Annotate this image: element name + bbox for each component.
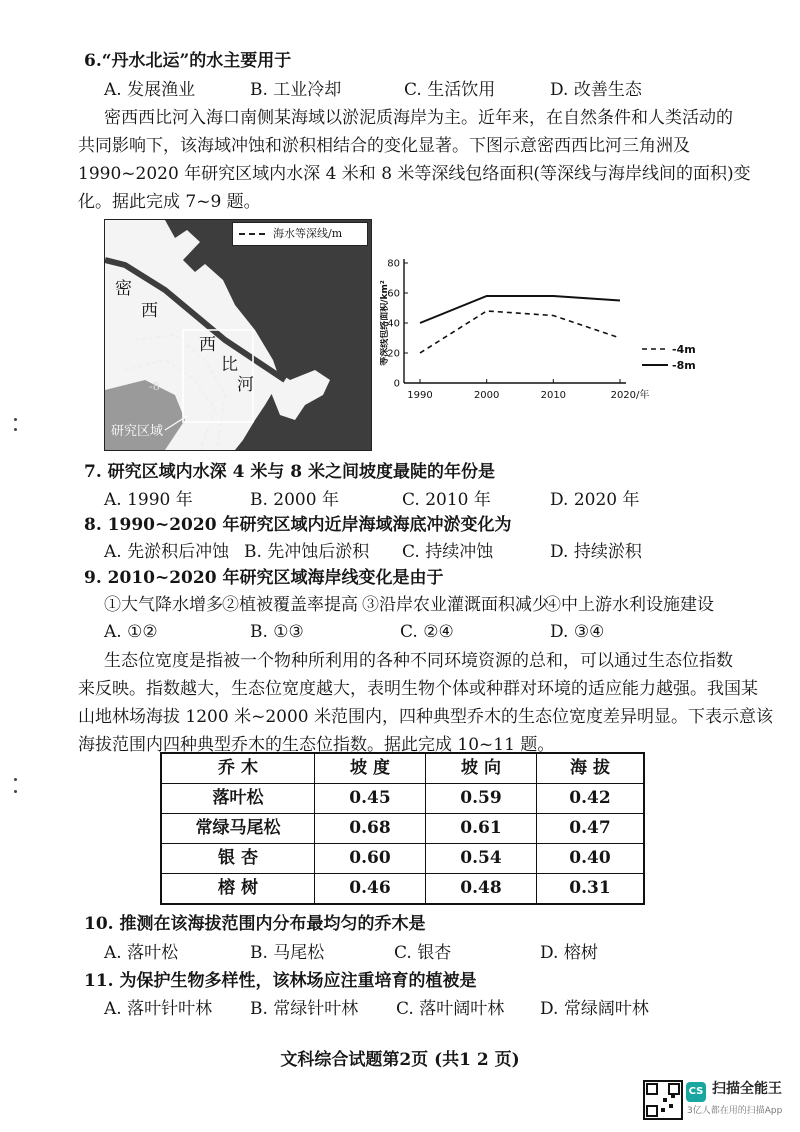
scanner-app-name: 扫描全能王 [712, 1081, 782, 1097]
table-cell: 0.42 [537, 784, 645, 814]
edge-mark [14, 778, 17, 781]
map-legend [232, 222, 368, 246]
question-10-stem: 10. 推测在该海拔范围内分布最均匀的乔木是 [84, 914, 426, 934]
passage-line: 密西西比河入海口南侧某海域以淤泥质海岸为主。近年来，在自然条件和人类活动的 [104, 108, 733, 128]
table-cell: 0.46 [315, 874, 426, 905]
option-c: C. 2010 年 [402, 490, 491, 510]
table-cell: 0.47 [537, 814, 645, 844]
table-row [161, 874, 644, 905]
option-b: B. 马尾松 [250, 943, 325, 963]
qr-dot [671, 1094, 675, 1098]
niche-index-table [160, 752, 645, 905]
option-d: D. 2020 年 [550, 490, 640, 510]
option-a: A. 落叶针叶林 [104, 999, 213, 1019]
y-tick-label: 20 [387, 348, 400, 360]
option-c: C. 生活饮用 [404, 80, 496, 100]
isobath-area-chart [380, 255, 710, 415]
passage-line: 1990~2020 年研究区域内水深 4 米和 8 米等深线包络面积(等深线与海岸线间的面积)变 [78, 164, 751, 184]
table-row [161, 844, 644, 874]
option-c: C. 落叶阔叶林 [396, 999, 505, 1019]
contour-label: -8 [149, 380, 160, 393]
y-tick-label: 80 [387, 258, 400, 270]
x-tick-label: 2010 [540, 390, 567, 401]
question-9-stem: 9. 2010~2020 年研究区域海岸线变化是由于 [84, 568, 444, 588]
passage-delta [78, 104, 751, 216]
header-cell: 坡 向 [426, 753, 537, 784]
map-label-xi: 西 [141, 301, 158, 321]
legend-label: -8m [672, 359, 696, 372]
passage-niche [78, 647, 773, 759]
passage-line: 化。据此完成 7~9 题。 [78, 192, 261, 212]
table-row [161, 814, 644, 844]
y-axis-label: 等深线包络面积/km² [380, 280, 390, 366]
header-cell: 乔 木 [161, 753, 315, 784]
camscanner-logo-icon: CS [686, 1082, 706, 1102]
y-tick-label: 60 [387, 288, 400, 300]
table-cell: 0.60 [315, 844, 426, 874]
x-tick-label: 1990 [407, 390, 433, 401]
option-d: D. 常绿阔叶林 [540, 999, 649, 1019]
table-cell: 落叶松 [161, 784, 315, 814]
question-8-stem: 8. 1990~2020 年研究区域内近岸海域海底冲淤变化为 [84, 515, 512, 535]
scanner-tagline: 3亿人都在用的扫描App [687, 1106, 783, 1116]
option-d: D. 持续淤积 [550, 542, 642, 562]
option-d: D. 改善生态 [550, 80, 642, 100]
map-label-bi: 比 [221, 355, 238, 375]
legend-text: 海水等深线/m [273, 227, 343, 240]
table-cell: 0.31 [537, 874, 645, 905]
passage-line: 共同影响下，该海域冲蚀和淤积相结合的变化显著。下图示意密西西比河三角洲及 [78, 136, 690, 156]
table-cell: 银 杏 [161, 844, 315, 874]
legend-label: -4m [672, 343, 696, 356]
option-c: C. 银杏 [394, 943, 452, 963]
delta-map-drawing [105, 220, 371, 450]
study-area-label: 研究区域 [111, 424, 164, 439]
table-cell: 0.59 [426, 784, 537, 814]
header-cell: 坡 度 [315, 753, 426, 784]
edge-mark [14, 790, 17, 793]
series-line-minus-8m [420, 296, 620, 323]
option-b: B. ①③ [250, 622, 304, 642]
passage-line: 山地林场海拔 1200 米~2000 米范围内，四种典型乔木的生态位宽度差异明显。下表示意该 [78, 707, 773, 727]
option-d: D. ③④ [550, 622, 605, 642]
map-label-xi: 西 [199, 335, 216, 355]
passage-line: 来反映。指数越大，生态位宽度越大，表明生物个体或种群对环境的适应能力越强。我国某 [78, 679, 758, 699]
option-b: B. 先冲蚀后淤积 [244, 542, 370, 562]
option-a: A. 先淤积后冲蚀 [104, 542, 230, 562]
option-d: D. 榕树 [540, 943, 598, 963]
qr-corner [646, 1105, 658, 1117]
option-a: A. 1990 年 [104, 490, 193, 510]
passage-line: 海拔范围内四种典型乔木的生态位指数。据此完成 10~11 题。 [78, 735, 555, 755]
x-tick-label: 2020/年 [610, 390, 650, 401]
series-line-minus-4m [420, 311, 620, 353]
table-cell: 榕 树 [161, 874, 315, 905]
option-c: C. 持续冲蚀 [402, 542, 494, 562]
option-a: A. ①② [104, 622, 158, 642]
table-cell: 0.68 [315, 814, 426, 844]
statement-item: ③沿岸农业灌溉面积减少 [362, 595, 549, 615]
map-label-mi: 密 [115, 279, 132, 299]
qr-corner [646, 1083, 658, 1095]
table-cell: 0.48 [426, 874, 537, 905]
statement-item: ①大气降水增多 [104, 595, 223, 615]
table-cell: 0.61 [426, 814, 537, 844]
question-7-stem: 7. 研究区域内水深 4 米与 8 米之间坡度最陡的年份是 [84, 462, 495, 482]
table-cell: 0.54 [426, 844, 537, 874]
y-tick-label: 40 [387, 318, 400, 330]
table-row [161, 784, 644, 814]
qr-code-icon [643, 1080, 683, 1120]
header-cell: 海 拔 [537, 753, 645, 784]
table-header-row [161, 753, 644, 784]
table-cell: 常绿马尾松 [161, 814, 315, 844]
y-tick-label: 0 [393, 378, 400, 390]
question-11-stem: 11. 为保护生物多样性，该林场应注重培育的植被是 [84, 971, 477, 991]
edge-mark [14, 418, 17, 421]
option-b: B. 常绿针叶林 [250, 999, 359, 1019]
statement-item: ④中上游水利设施建设 [544, 595, 714, 615]
qr-dot [663, 1098, 667, 1102]
map-label-he: 河 [237, 375, 254, 395]
option-c: C. ②④ [400, 622, 454, 642]
legend-dash-symbol [239, 233, 265, 235]
statement-item: ②植被覆盖率提高 [222, 595, 358, 615]
option-a: A. 发展渔业 [104, 80, 196, 100]
edge-mark [14, 428, 17, 431]
qr-dot [669, 1104, 673, 1108]
table-cell: 0.40 [537, 844, 645, 874]
question-6-stem: 6.“丹水北运”的水主要用于 [84, 51, 292, 71]
delta-map [104, 219, 372, 451]
page-footer: 文科综合试题第2页 (共1 2 页) [280, 1050, 520, 1070]
option-a: A. 落叶松 [104, 943, 179, 963]
passage-line: 生态位宽度是指被一个物种所利用的各种不同环境资源的总和，可以通过生态位指数 [104, 651, 733, 671]
table-cell: 0.45 [315, 784, 426, 814]
qr-dot [661, 1108, 665, 1112]
option-b: B. 2000 年 [250, 490, 339, 510]
option-b: B. 工业冷却 [250, 80, 342, 100]
x-tick-label: 2000 [473, 390, 500, 401]
